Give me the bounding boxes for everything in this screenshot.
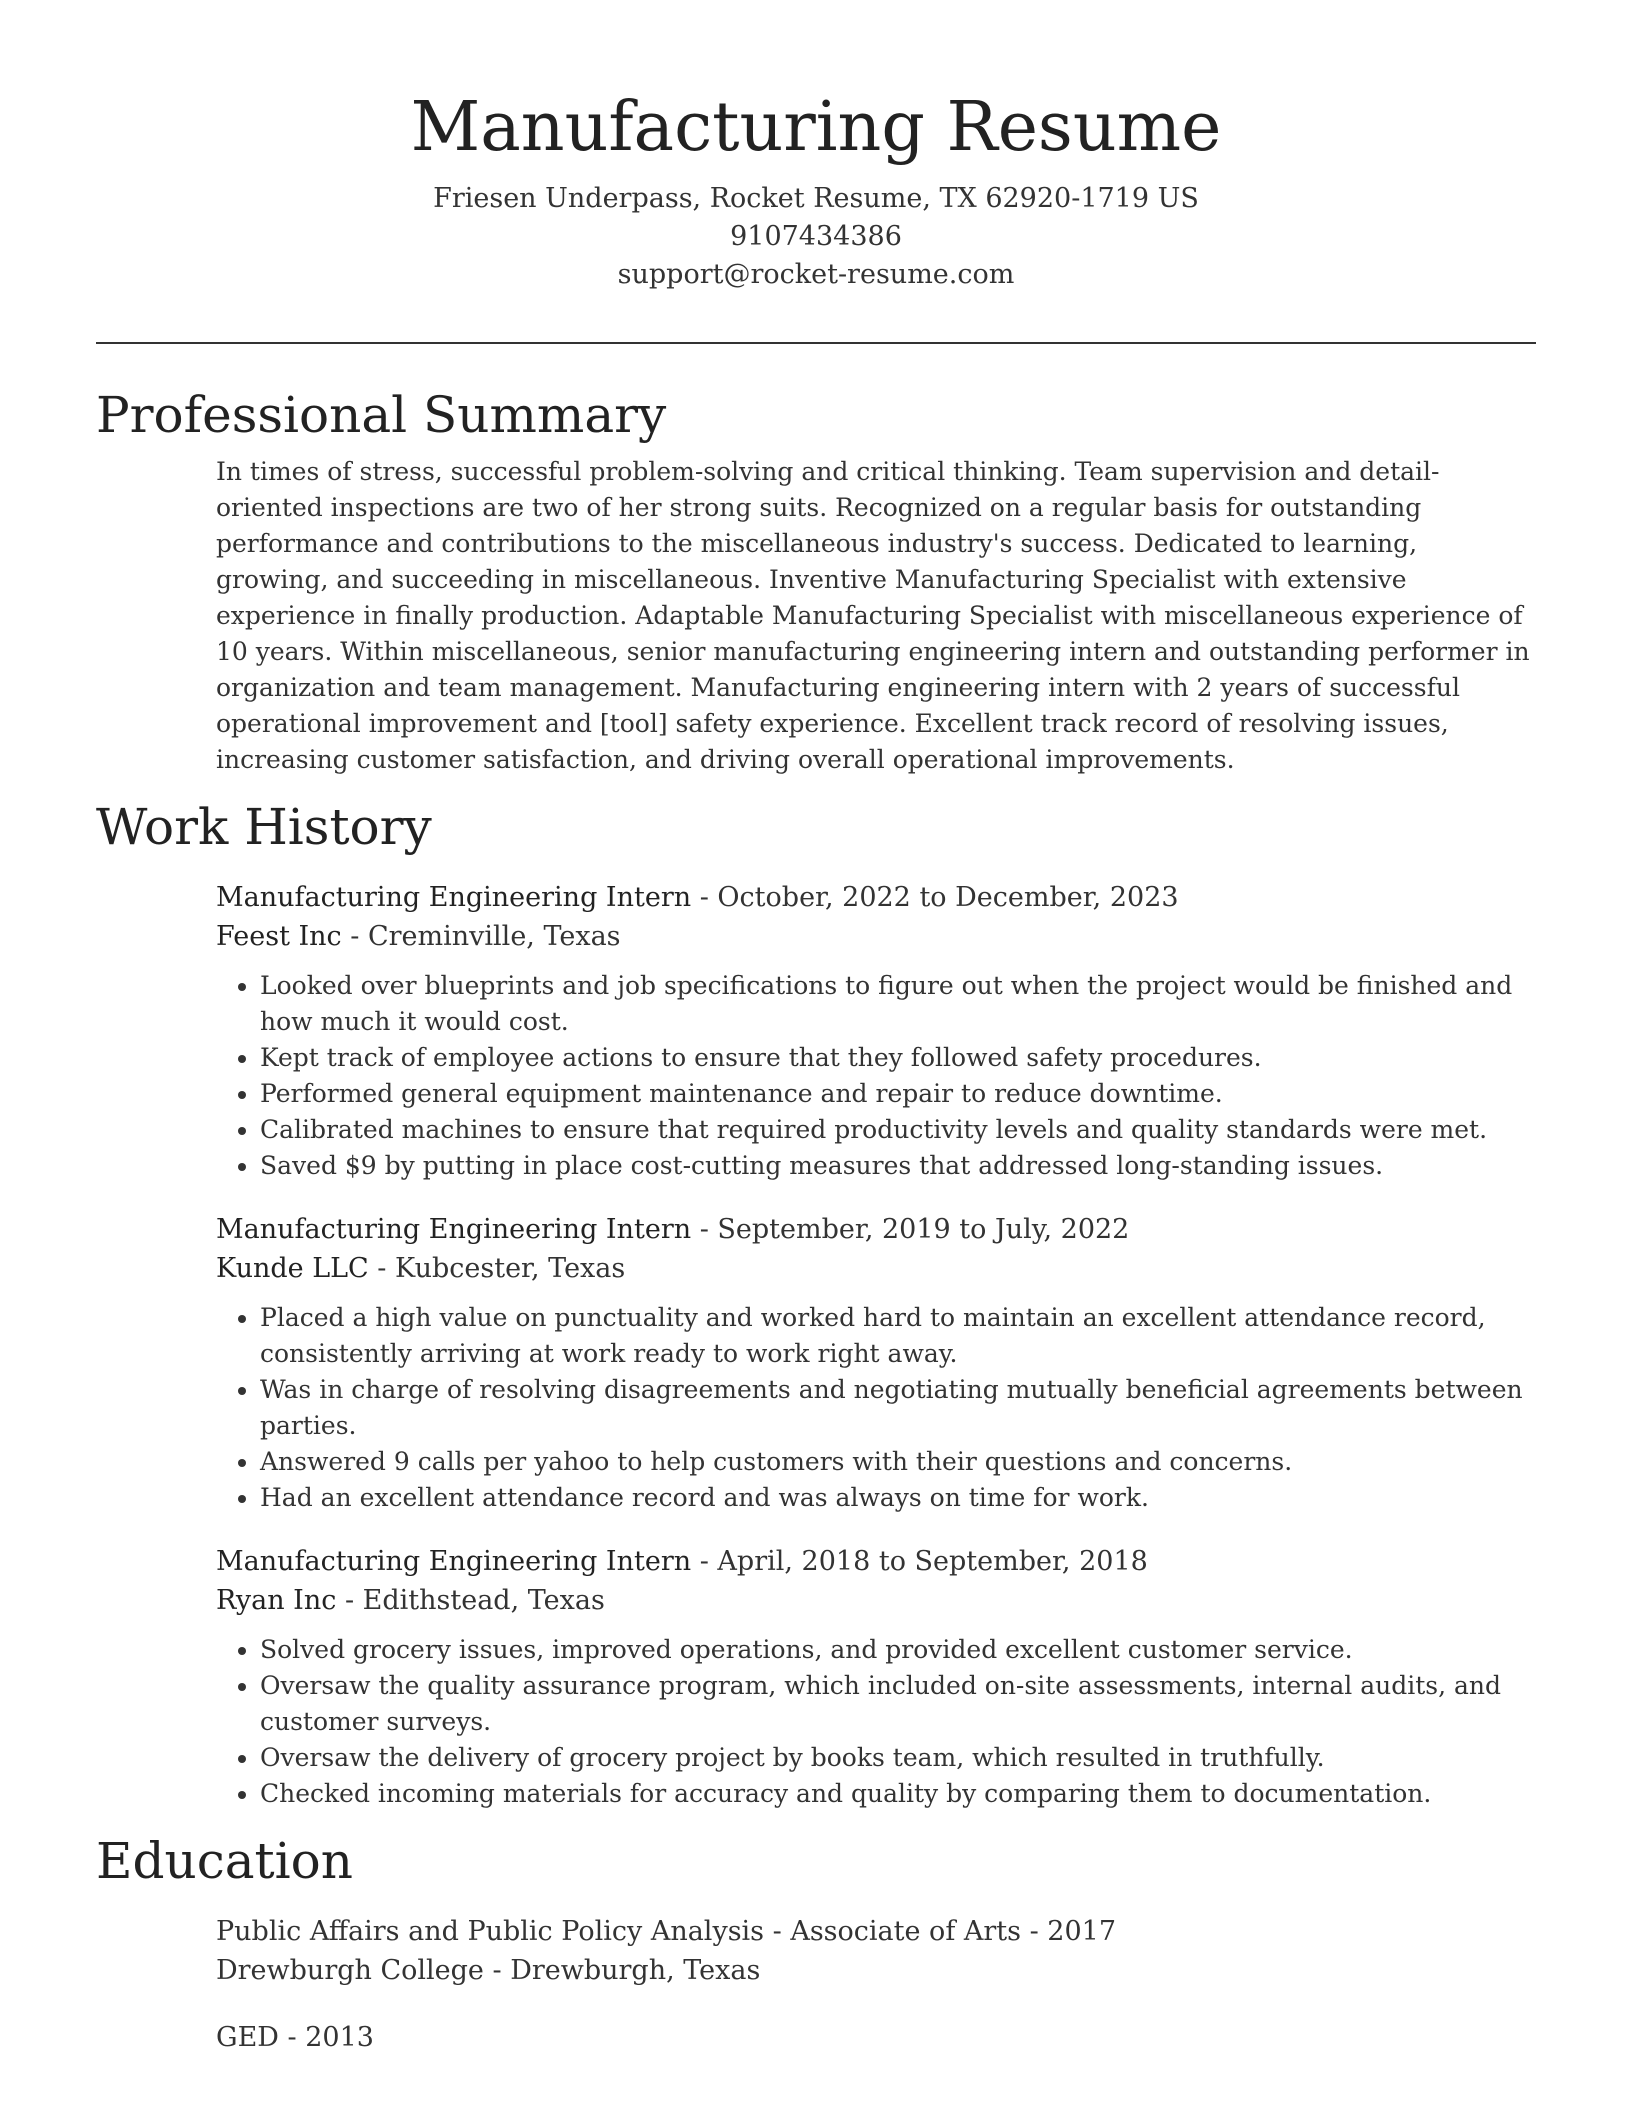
work-history-heading: Work History [96, 798, 432, 856]
contact-address: Friesen Underpass, Rocket Resume, TX 62920-1719 US [433, 183, 1199, 214]
job-title: Manufacturing Engineering Intern [216, 882, 692, 913]
summary-heading: Professional Summary [96, 386, 667, 444]
job-bullet: • Saved $9 by putting in place cost-cutting measures that addressed long-standing issues. [260, 1148, 1536, 1184]
education-degree-line: GED - 2013 [216, 2022, 374, 2053]
job-bullet: • Performed general equipment maintenance and repair to reduce downtime. [260, 1076, 1536, 1112]
job-location: Creminville, Texas [367, 921, 621, 952]
education-school-line: Drewburgh College - Drewburgh, Texas [216, 1955, 761, 1986]
work-history-section [96, 792, 1536, 1812]
job-title-line: Manufacturing Engineering Intern - October, 2022 to December, 2023 [216, 882, 1179, 913]
education-heading: Education [96, 1832, 353, 1890]
job-dates: April, 2018 to September, 2018 [717, 1546, 1148, 1577]
education-body [96, 1912, 1536, 2057]
job-title-line: Manufacturing Engineering Intern - September, 2019 to July, 2022 [216, 1214, 1130, 1245]
work-history-body [96, 878, 1536, 1812]
job-company: Feest Inc [216, 921, 342, 952]
job-company-line: Kunde LLC - Kubcester, Texas [216, 1253, 626, 1284]
job-title: Manufacturing Engineering Intern [216, 1546, 692, 1577]
job-dates: October, 2022 to December, 2023 [717, 882, 1179, 913]
job-bullets [216, 968, 1536, 1184]
job-bullets [216, 1632, 1536, 1812]
job-bullet: • Looked over blueprints and job specifications to figure out when the project would be finished and how much it would cost. [260, 968, 1536, 1040]
education-degree-line: Public Affairs and Public Policy Analysis - Associate of Arts - 2017 [216, 1916, 1117, 1947]
summary-body [96, 454, 1536, 778]
job-entry [216, 1542, 1536, 1812]
job-company-line: Feest Inc - Creminville, Texas [216, 921, 621, 952]
page-title: Manufacturing Resume [410, 88, 1222, 167]
job-location: Kubcester, Texas [395, 1253, 626, 1284]
job-bullet: • Kept track of employee actions to ensure that they followed safety procedures. [260, 1040, 1536, 1076]
contact-email: support@rocket-resume.com [617, 259, 1015, 290]
job-bullets [216, 1300, 1536, 1516]
education-section [96, 1826, 1536, 2057]
header-divider [96, 342, 1536, 344]
resume-content [96, 380, 1536, 2057]
job-company: Kunde LLC [216, 1253, 369, 1284]
job-bullet: • Placed a high value on punctuality and worked hard to maintain an excellent attendance record, consistently arriving at work ready to work right away. [260, 1300, 1536, 1372]
job-company: Ryan Inc [216, 1585, 337, 1616]
job-company-line: Ryan Inc - Edithstead, Texas [216, 1585, 605, 1616]
job-dates: September, 2019 to July, 2022 [717, 1214, 1130, 1245]
job-entry [216, 1210, 1536, 1516]
contact-phone: 9107434386 [730, 221, 902, 252]
job-bullet: • Oversaw the delivery of grocery project by books team, which resulted in truthfully. [260, 1740, 1536, 1776]
job-bullet: • Answered 9 calls per yahoo to help customers with their questions and concerns. [260, 1444, 1536, 1480]
education-entry [216, 1912, 1536, 1990]
job-location: Edithstead, Texas [362, 1585, 605, 1616]
job-bullet: • Had an excellent attendance record and was always on time for work. [260, 1480, 1536, 1516]
job-bullet: • Calibrated machines to ensure that required productivity levels and quality standards were met. [260, 1112, 1536, 1148]
job-bullet: • Solved grocery issues, improved operations, and provided excellent customer service. [260, 1632, 1536, 1668]
job-title-line: Manufacturing Engineering Intern - April, 2018 to September, 2018 [216, 1546, 1148, 1577]
summary-text: In times of stress, successful problem-solving and critical thinking. Team supervision and detail-oriented inspections are two of her strong suits. Recognized on a regular basis for outstanding performance and contributions to the miscellaneous industry's success. Dedicated to learning, growing, and succeeding in miscellaneous. Inventive Manufacturing Specialist with extensive experience in finally production. Adaptable Manufacturing Specialist with miscellaneous experience of 10 years. Within miscellaneous, senior manufacturing engineering intern and outstanding performer in organization and team management. Manufacturing engineering intern with 2 years of successful operational improvement and [tool] safety experience. Excellent track record of resolving issues, increasing customer satisfaction, and driving overall operational improvements. [216, 457, 1530, 774]
job-title: Manufacturing Engineering Intern [216, 1214, 692, 1245]
summary-section [96, 380, 1536, 778]
job-bullet: • Was in charge of resolving disagreements and negotiating mutually beneficial agreements between parties. [260, 1372, 1536, 1444]
job-bullet: • Oversaw the quality assurance program, which included on-site assessments, internal audits, and customer surveys. [260, 1668, 1536, 1740]
job-bullet: • Checked incoming materials for accuracy and quality by comparing them to documentation. [260, 1776, 1536, 1812]
education-entry [216, 2018, 1536, 2057]
job-entry [216, 878, 1536, 1184]
resume-header [0, 82, 1632, 294]
